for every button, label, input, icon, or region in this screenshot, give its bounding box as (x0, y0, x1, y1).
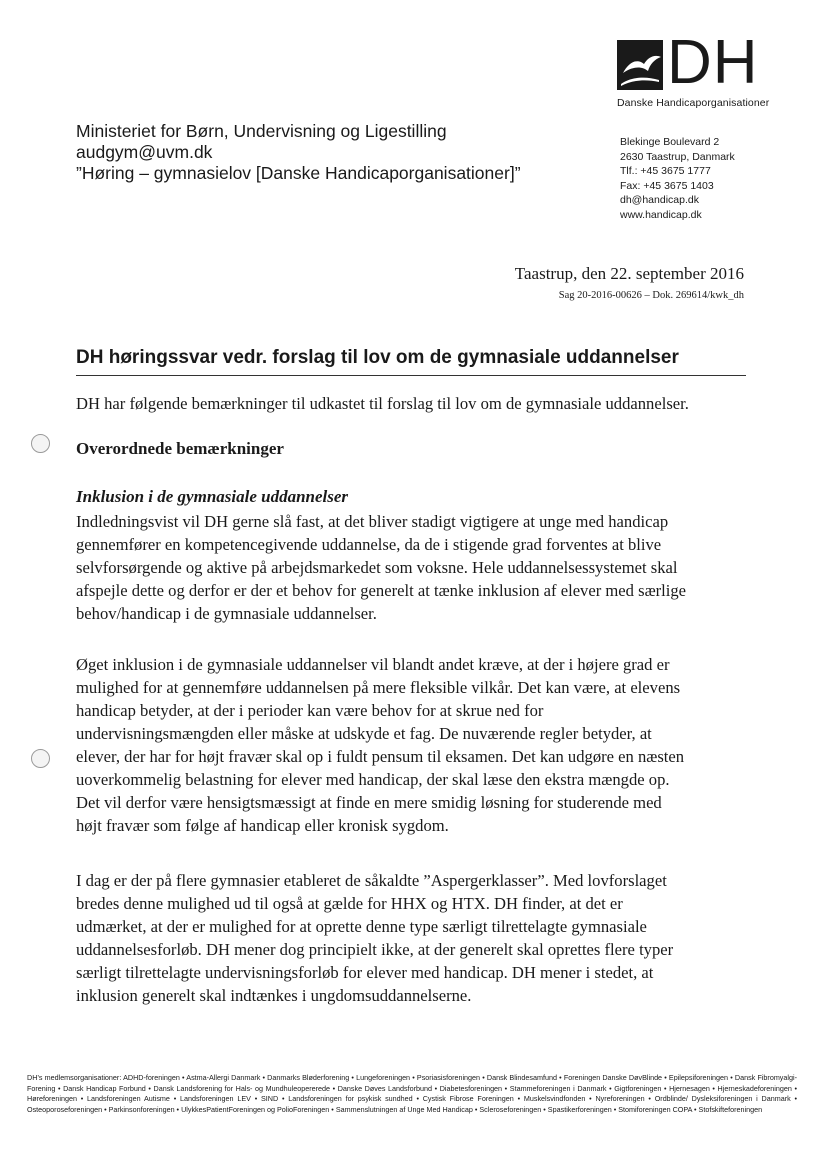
body-paragraph (76, 653, 756, 837)
address-line: Blekinge Boulevard 2 (620, 136, 720, 148)
paragraph-line: Øget inklusion i de gymnasiale uddannelser vil blandt andet kræve, at der i højere grad er (76, 655, 670, 674)
recipient-email: audgym@uvm.dk (76, 142, 213, 162)
paragraph-line: gennemfører en kompetencegivende uddannelse, da de i stigende grad forventes at blive (76, 535, 662, 554)
recipient-block (76, 121, 521, 184)
paragraph-line: inklusion generelt skal indtænkes i ungdomsuddannelserne. (76, 986, 472, 1005)
logo-org-name: Danske Handicaporganisationer (617, 97, 770, 109)
dh-logo (617, 28, 787, 116)
subsection-heading: Inklusion i de gymnasiale uddannelser (76, 487, 349, 506)
body-paragraph (76, 869, 756, 1007)
paragraph-line: mulighed for at gennemføre uddannelsen på mere fleksible vilkår. Det kan være, at elevens (76, 678, 681, 697)
member-organisations-footer: DH’s medlemsorganisationer: ADHD-foreningen • Astma-Allergi Danmark • Danmarks Bløderforening • Lungeforeningen • Psoriasisforeningen • Dansk Blindesamfund • Foreningen Danske DøvBlinde • Epilepsiforeningen • Dansk Fibromyalgi-Forening • Dansk Handicap Forbund • Dansk Landsforening for Hals- og Mundhuleopererede • Danske Døves Landsforbund • Diabetesforeningen • Stammeforeningen i Danmark • Gigtforeningen • Hjernesagen • Hjerneskadeforeningen • Høreforeningen • Landsforeningen Autisme • Landsforeningen LEV • SIND • Landsforeningen for psykisk sundhed • Cystisk Fibrose Foreningen • Muskelsvindfonden • Nyreforeningen • Ordblinde/ Dysleksiforeningen i Danmark • Osteoporoseforeningen • Parkinsonforeningen • UlykkesPatientForeningen og PolioForeningen • Sammenslutningen af Unge Med Handicap • Scleroseforeningen • Spastikerforeningen • Stomiforeningen COPA • Stofskifteforeningen (27, 1073, 797, 1114)
paragraph-line: uoverkommelig belastning for elever med handicap, der skal læse den ekstra mængde op. (76, 770, 670, 789)
paragraph-line: elever, der har for højt fravær skal op i fuldt pensum til eksamen. Det kan udgøre en næsten (76, 747, 685, 766)
paragraph-line: Det vil derfor være hensigtsmæssigt at finde en mere smidig løsning for studerende med (76, 793, 662, 812)
document-title: DH høringssvar vedr. forslag til lov om de gymnasiale uddannelser (76, 347, 679, 368)
paragraph-line: udmærket, at der er mulighed for at oprette denne type særligt tilrettelagte gymnasiale (76, 917, 647, 936)
paragraph-line: Indledningsvist vil DH gerne slå fast, at det bliver stadigt vigtigere at unge med handicap (76, 512, 669, 531)
title-divider (76, 375, 746, 376)
margin-circle-mark (31, 434, 50, 453)
paragraph-line: handicap betyder, at der i perioder kan være behov for at skrue ned for (76, 701, 544, 720)
bird-logo-icon (617, 40, 663, 90)
body-paragraph (76, 510, 756, 625)
address-phone: Tlf.: +45 3675 1777 (620, 165, 711, 177)
address-fax: Fax: +45 3675 1403 (620, 179, 714, 192)
paragraph-line: højt fravær som følge af handicap eller kronisk sygdom. (76, 816, 449, 835)
date-block (515, 263, 744, 302)
recipient-subject: ”Høring – gymnasielov [Danske Handicaporganisationer]” (76, 163, 521, 183)
paragraph-line: særligt tilrettelagte undervisningsforløb for elever med handicap. DH mener i stedet, at (76, 963, 654, 982)
address-line: 2630 Taastrup, Danmark (620, 150, 735, 163)
letter-date: Taastrup, den 22. september 2016 (514, 264, 744, 283)
paragraph-line: selvforsørgende og aktive på arbejdsmarkedet som voksne. Hele uddannelsessystemet skal (76, 558, 678, 577)
recipient-line: Ministeriet for Børn, Undervisning og Ligestilling (76, 121, 447, 141)
paragraph-line: behov/handicap i de gymnasiale uddannelser. (76, 604, 377, 623)
margin-circle-mark (31, 749, 50, 768)
intro-paragraph: DH har følgende bemærkninger til udkastet til forslag til lov om de gymnasiale uddannelser. (76, 394, 689, 413)
address-website: www.handicap.dk (620, 208, 702, 221)
sender-address (620, 135, 735, 222)
section-heading: Overordnede bemærkninger (76, 439, 284, 458)
paragraph-line: uddannelsesforløb. DH mener dog principielt ikke, at der generelt skal oprettes flere typer (76, 940, 674, 959)
address-email: dh@handicap.dk (620, 194, 699, 206)
logo-wordmark: DH (667, 28, 759, 97)
case-reference: Sag 20-2016-00626 – Dok. 269614/kwk_dh (558, 290, 744, 301)
paragraph-line: bredes denne mulighed ud til også at gælde for HHX og HTX. DH finder, at det er (76, 894, 623, 913)
paragraph-line: afspejle dette og derfor er der et behov for generelt at tænke inklusion af elever med særlige (76, 581, 687, 600)
paragraph-line: undervisningsmængden eller måske at udskyde et fag. De nuværende regler betyder, at (76, 724, 652, 743)
paragraph-line: I dag er der på flere gymnasier etableret de såkaldte ”Aspergerklasser”. Med lovforslaget (76, 871, 667, 890)
